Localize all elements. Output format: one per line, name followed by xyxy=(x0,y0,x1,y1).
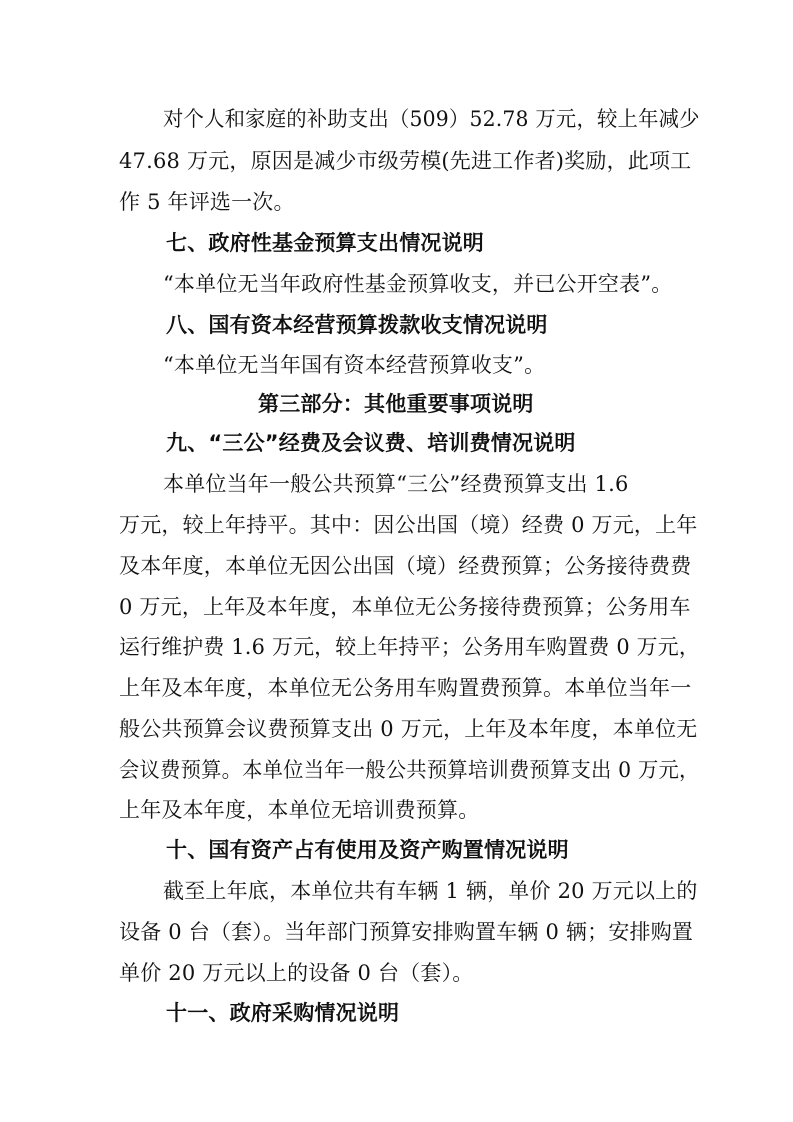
body-text-line: 及本年度，本单位无因公出国（境）经费预算；公务接待费费 xyxy=(119,554,692,578)
section-heading-10: 十、国有资产占有使用及资产购置情况说明 xyxy=(166,838,569,862)
body-text-line: 47.68 万元，原因是减少市级劳模(先进工作者)奖励，此项工 xyxy=(119,149,692,173)
body-text-line: 0 万元，上年及本年度，本单位无公务接待费预算；公务用车 xyxy=(119,595,691,619)
body-text-line: 运行维护费 1.6 万元，较上年持平；公务用车购置费 0 万元， xyxy=(119,635,700,659)
body-text-line: 万元，较上年持平。其中：因公出国（境）经费 0 万元，上年 xyxy=(119,513,698,537)
body-text-line: 截至上年底，本单位共有车辆 1 辆，单价 20 万元以上的 xyxy=(163,879,698,903)
body-text-line: 设备 0 台（套）。当年部门预算安排购置车辆 0 辆；安排购置 xyxy=(119,920,694,944)
section-heading-7: 七、政府性基金预算支出情况说明 xyxy=(166,231,484,255)
section-heading-9: 九、“三公”经费及会议费、培训费情况说明 xyxy=(166,431,576,455)
body-text-line: 会议费预算。本单位当年一般公共预算培训费预算支出 0 万元， xyxy=(119,758,700,782)
section-heading-11: 十一、政府采购情况说明 xyxy=(166,1001,400,1025)
part-heading: 第三部分：其他重要事项说明 xyxy=(258,392,534,416)
body-text-line: 上年及本年度，本单位无培训费预算。 xyxy=(119,798,480,822)
body-text-line: 上年及本年度，本单位无公务用车购置费预算。本单位当年一 xyxy=(119,676,692,700)
body-text-line: 对个人和家庭的补助支出（509）52.78 万元，较上年减少 xyxy=(163,107,700,131)
body-text-line: “本单位无当年政府性基金预算收支，并已公开空表”。 xyxy=(163,272,673,296)
body-text-line: 本单位当年一般公共预算“三公”经费预算支出 1.6 xyxy=(163,472,629,496)
body-text-line: 般公共预算会议费预算支出 0 万元，上年及本年度，本单位无 xyxy=(119,717,698,741)
section-heading-8: 八、国有资本经营预算拨款收支情况说明 xyxy=(166,313,548,337)
body-text-line: 单价 20 万元以上的设备 0 台（套）。 xyxy=(119,961,474,985)
body-text-line: 作 5 年评选一次。 xyxy=(119,190,295,214)
body-text-line: “本单位无当年国有资本经营预算收支”。 xyxy=(163,353,546,377)
